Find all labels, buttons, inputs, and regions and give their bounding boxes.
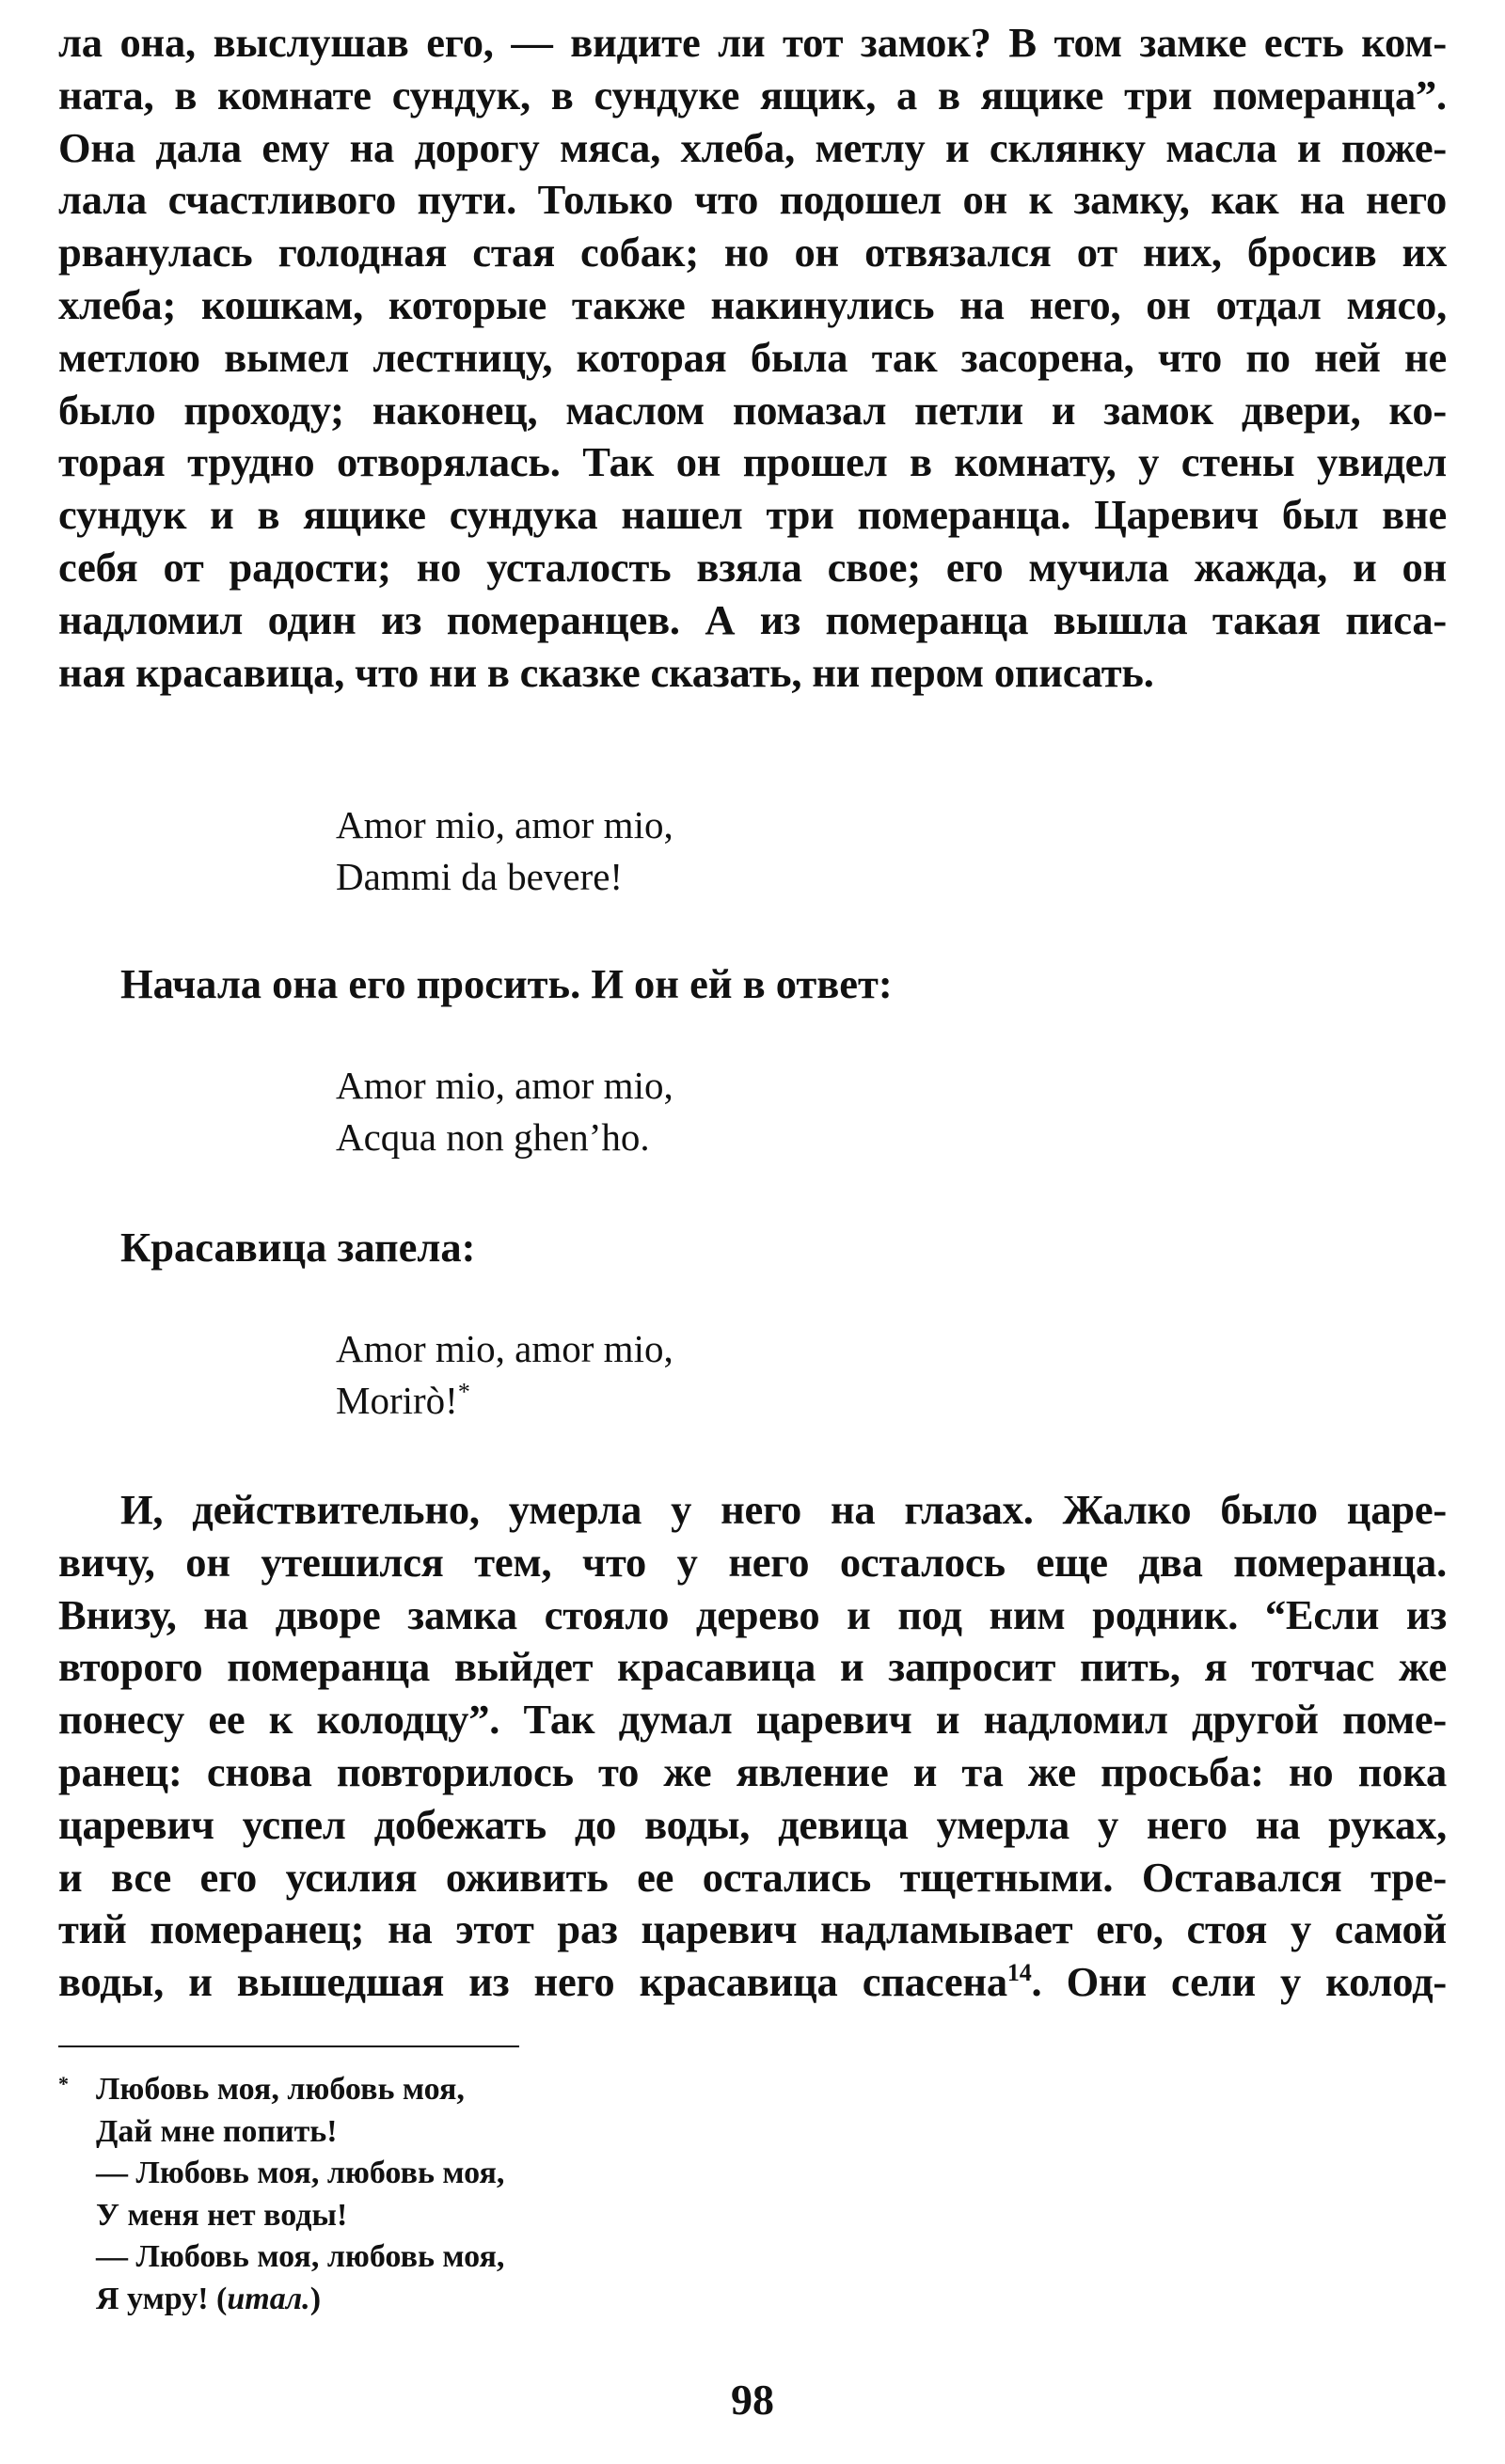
- paragraph-1-line: лала счастливого пути. Только что подошел он к замку, как на него: [58, 176, 1447, 224]
- paragraph-1-text: [58, 17, 1447, 699]
- verse-1-line-2: Dammi da bevere!: [336, 855, 624, 898]
- paragraph-2-line: вичу, он утешился тем, что у него осталось еще два померанца.: [58, 1538, 1447, 1586]
- verse-2-line-1: Amor mio, amor mio,: [336, 1064, 673, 1107]
- paragraph-1-line: надломил один из померанцев. А из померанца вышла такая писа-: [58, 595, 1447, 643]
- paragraph-2-line: [58, 1956, 1447, 2009]
- footnote-last-close: ): [309, 2281, 322, 2316]
- verse-1-line-1: Amor mio, amor mio,: [336, 803, 673, 846]
- paragraph-2-last-text: воды, и вышедшая из него красавица спасена: [58, 1958, 1007, 2006]
- paragraph-1-line: торая трудно отворялась. Так он прошел в комнату, у стены увидел: [58, 438, 1447, 486]
- verse-2-line-2: Acqua non ghen’ho.: [336, 1115, 650, 1159]
- paragraph-2-line: Внизу, на дворе замка стояло дерево и под ним родник. “Если из: [58, 1590, 1447, 1638]
- verse-2: [336, 1060, 673, 1163]
- paragraph-2-line: И, действительно, умерла у него на глазах. Жалко было царе-: [120, 1486, 1447, 1533]
- paragraph-2-line: понесу ее к колодцу”. Так думал царевич и надломил другой поме-: [58, 1696, 1447, 1744]
- paragraph-1-line: себя от радости; но усталость взяла свое; его мучила жажда, и он: [58, 543, 1447, 591]
- paragraph-1-line: ната, в комнате сундук, в сундуке ящик, а в ящике три померанца”.: [58, 71, 1447, 118]
- paragraph-2-line: и все его усилия оживить ее остались тщетными. Оставался тре-: [58, 1853, 1447, 1901]
- paragraph-1-line: было проходу; наконец, маслом помазал петли и замок двери, ко-: [58, 386, 1447, 434]
- paragraph-1: [58, 17, 1447, 699]
- paragraph-2-line: ранец: снова повторилось то же явление и та же просьба: но пока: [58, 1747, 1447, 1795]
- footnote-marker: *: [58, 2072, 69, 2095]
- footnote: [58, 2069, 717, 2320]
- footnote-divider: [58, 2045, 519, 2047]
- note-reference: 14: [1006, 1959, 1032, 1987]
- verse-1: [336, 799, 673, 903]
- footnote-line: Любовь моя, любовь моя,: [96, 2072, 465, 2107]
- paragraph-1-line: сундук и в ящике сундука нашел три померанца. Царевич был вне: [58, 491, 1447, 539]
- footnote-mark: *: [457, 1378, 470, 1406]
- verse-3-line-2-text: Morirò!: [336, 1379, 458, 1422]
- footnote-line: [96, 2279, 717, 2321]
- narration-1: Начала она его просить. И он ей в ответ:: [120, 960, 893, 1007]
- footnote-line: Дай мне попить!: [96, 2113, 338, 2149]
- footnote-last-text: Я умру! (: [96, 2281, 228, 2316]
- verse-3: [336, 1323, 673, 1427]
- paragraph-2-text: [58, 1484, 1447, 2009]
- footnote-line: — Любовь моя, любовь моя,: [96, 2156, 505, 2190]
- footnote-lines: [96, 2069, 717, 2320]
- footnote-line: — Любовь моя, любовь моя,: [96, 2239, 505, 2274]
- paragraph-1-line: ла она, выслушав его, — видите ли тот замок? В том замке есть ком-: [58, 19, 1447, 66]
- paragraph-2-line: тий померанец; на этот раз царевич надламывает его, стоя у самой: [58, 1905, 1447, 1953]
- verse-3-line-1: Amor mio, amor mio,: [336, 1327, 673, 1370]
- paragraph-1-line: рванулась голодная стая собак; но он отвязался от них, бросив их: [58, 229, 1447, 276]
- page-number: 98: [731, 2376, 774, 2424]
- paragraph-1-line: ная красавица, что ни в сказке сказать, ни пером описать.: [58, 648, 1154, 696]
- paragraph-2: [58, 1484, 1447, 2009]
- paragraph-1-line: хлеба; кошкам, которые также накинулись на него, он отдал мясо,: [58, 280, 1447, 328]
- footnote-line: У меня нет воды!: [96, 2197, 348, 2233]
- paragraph-1-line: Она дала ему на дорогу мяса, хлеба, метлу и склянку масла и поже-: [58, 123, 1447, 171]
- paragraph-1-line: метлою вымел лестницу, которая была так засорена, что по ней не: [58, 333, 1447, 381]
- footnote-language-note: итал.: [227, 2281, 310, 2316]
- narration-2: Красавица запела:: [120, 1224, 476, 1271]
- verse-3-line-2: [336, 1375, 673, 1427]
- paragraph-2-last-text-end: . Они сели у колод-: [1031, 1958, 1448, 2006]
- paragraph-2-line: царевич успел добежать до воды, девица умерла у него на руках,: [58, 1800, 1447, 1848]
- paragraph-2-line: второго померанца выйдет красавица и запросит пить, я тотчас же: [58, 1643, 1447, 1691]
